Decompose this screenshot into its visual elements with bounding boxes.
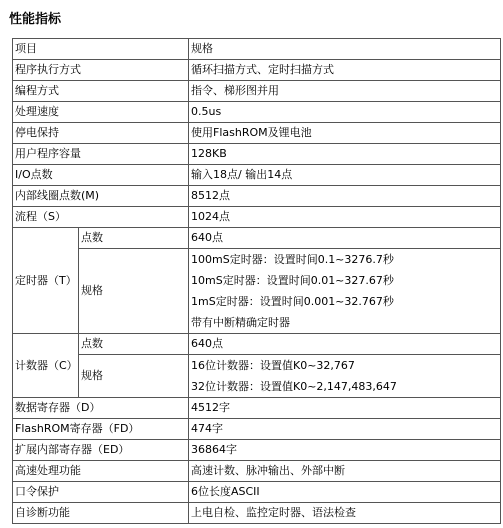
row-spec: 474字 xyxy=(189,419,501,440)
table-row xyxy=(13,207,501,228)
row-spec: 6位长度ASCII xyxy=(189,482,501,503)
row-spec: 0.5us xyxy=(189,102,501,123)
counter-spec-label: 规格 xyxy=(79,355,189,398)
timer-spec-line: 1mS定时器：设置时间0.001~32.767秒 xyxy=(191,295,394,308)
table-row xyxy=(13,503,501,524)
row-item: 口令保护 xyxy=(13,482,189,503)
row-spec: 8512点 xyxy=(189,186,501,207)
row-spec: 高速计数、脉冲输出、外部中断 xyxy=(189,461,501,482)
row-item: 自诊断功能 xyxy=(13,503,189,524)
row-item: 停电保持 xyxy=(13,123,189,144)
row-item: 扩展内部寄存器（ED） xyxy=(13,440,189,461)
page-title: 性能指标 xyxy=(9,12,62,27)
row-item: 内部线圈点数(M) xyxy=(13,186,189,207)
row-item: I/O点数 xyxy=(13,165,189,186)
row-item: 数据寄存器（D） xyxy=(13,398,189,419)
table-row xyxy=(13,165,501,186)
row-item: 用户程序容量 xyxy=(13,144,189,165)
counter-points-row xyxy=(13,334,501,355)
table-row xyxy=(13,461,501,482)
row-spec: 输入18点/ 输出14点 xyxy=(189,165,501,186)
spec-table xyxy=(12,38,501,524)
table-row xyxy=(13,482,501,503)
timer-points-label: 点数 xyxy=(79,228,189,249)
row-spec: 36864字 xyxy=(189,440,501,461)
row-item: 编程方式 xyxy=(13,81,189,102)
timer-spec-row xyxy=(13,249,501,334)
row-spec: 1024点 xyxy=(189,207,501,228)
table-row xyxy=(13,81,501,102)
counter-points-label: 点数 xyxy=(79,334,189,355)
counter-spec-line: 32位计数器：设置值K0~2,147,483,647 xyxy=(191,380,397,393)
row-spec: 循环扫描方式、定时扫描方式 xyxy=(189,60,501,81)
table-row xyxy=(13,398,501,419)
row-item: 处理速度 xyxy=(13,102,189,123)
timer-spec-lines xyxy=(189,249,501,334)
row-item: FlashROM寄存器（FD） xyxy=(13,419,189,440)
counter-spec-row xyxy=(13,355,501,398)
row-spec: 使用FlashROM及锂电池 xyxy=(189,123,501,144)
header-spec: 规格 xyxy=(189,39,501,60)
table-row xyxy=(13,102,501,123)
table-row xyxy=(13,440,501,461)
timer-item: 定时器（T） xyxy=(13,228,79,334)
table-row xyxy=(13,419,501,440)
row-spec: 指令、梯形图并用 xyxy=(189,81,501,102)
timer-spec-label: 规格 xyxy=(79,249,189,334)
counter-spec-line: 16位计数器：设置值K0~32,767 xyxy=(191,359,355,372)
timer-spec-line: 100mS定时器：设置时间0.1~3276.7秒 xyxy=(191,253,394,266)
counter-item: 计数器（C） xyxy=(13,334,79,398)
row-spec: 128KB xyxy=(189,144,501,165)
timer-points-value: 640点 xyxy=(189,228,501,249)
table-header-row xyxy=(13,39,501,60)
timer-points-row xyxy=(13,228,501,249)
table-row xyxy=(13,144,501,165)
row-spec: 上电自检、监控定时器、语法检查 xyxy=(189,503,501,524)
table-row xyxy=(13,123,501,144)
timer-spec-line: 带有中断精确定时器 xyxy=(191,316,290,329)
counter-spec-lines xyxy=(189,355,501,398)
header-item: 项目 xyxy=(13,39,189,60)
row-item: 高速处理功能 xyxy=(13,461,189,482)
row-item: 程序执行方式 xyxy=(13,60,189,81)
row-item: 流程（S） xyxy=(13,207,189,228)
row-spec: 4512字 xyxy=(189,398,501,419)
table-row xyxy=(13,186,501,207)
table-row xyxy=(13,60,501,81)
timer-spec-line: 10mS定时器：设置时间0.01~327.67秒 xyxy=(191,274,394,287)
counter-points-value: 640点 xyxy=(189,334,501,355)
